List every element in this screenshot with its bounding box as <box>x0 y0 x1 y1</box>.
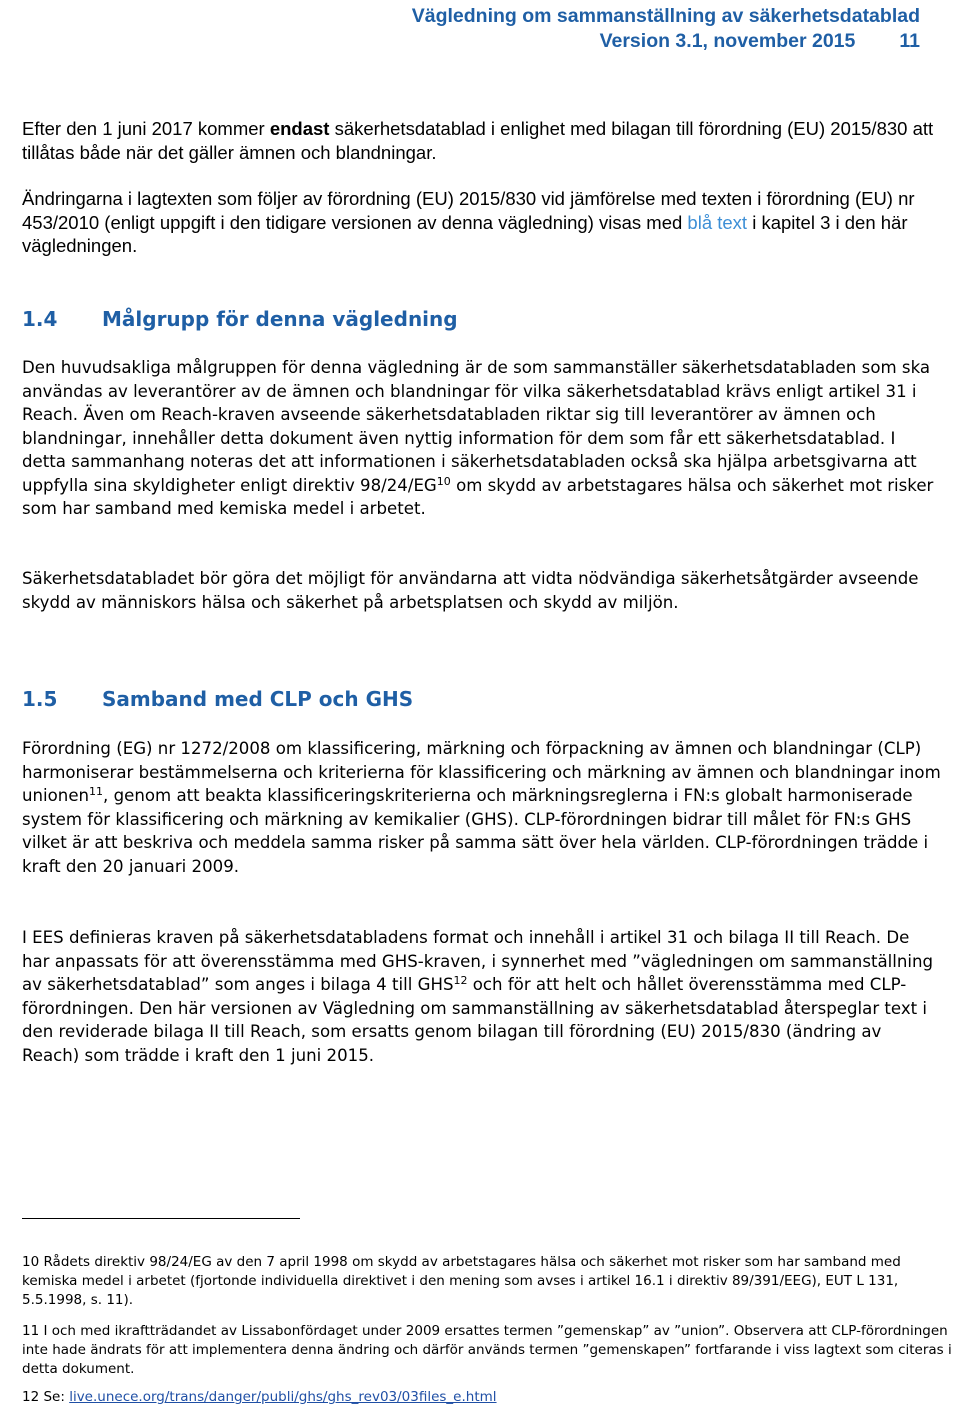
section-heading-1-4 <box>22 307 458 331</box>
paragraph-sds-purpose <box>22 567 942 614</box>
footnote-divider <box>22 1218 300 1219</box>
paragraph-changes-text-2: i kapitel 3 i den här vägledningen. <box>22 211 908 256</box>
section-number: 1.4 <box>22 307 58 331</box>
paragraph-ees <box>22 926 942 1067</box>
clp-text-1: Förordning (EG) nr 1272/2008 om klassificering, märkning och förpackning av ämnen och blandningar (CLP) harmoniserar bestämmelserna och kriterierna för klassificering och märkning av ämnen och blandningar inom unionen <box>22 739 941 805</box>
page-number: 11 <box>899 30 920 52</box>
target-group-text-1: Den huvudsakliga målgruppen för denna vägledning är de som sammanställer säkerhetsdatabladen som ska användas av leverantörer av de ämnen och blandningar för vilka säkerhetsdatablad krävs enligt artikel 31 i Reach. Även om Reach-kraven avseende säkerhetsdatabladen riktar sig till leverantörer av ämnen och blandningar, innehåller detta dokument även nyttig information för dem som får ett säkerhetsdatablad. I detta sammanhang noteras det att informationen i säkerhetsdatabladen också ska hjälpa arbetsgivarna att uppfylla sina skyldigheter enligt direktiv 98/24/EG <box>22 358 931 495</box>
page-header <box>412 4 920 54</box>
paragraph-changes <box>22 187 942 258</box>
footnote-12-link[interactable]: live.unece.org/trans/danger/publi/ghs/ghs_rev03/03files_e.html <box>69 1389 497 1405</box>
clp-text-2: , genom att beakta klassificeringskriterierna och märkningsreglerna i FN:s globalt harmoniserade system för klassificering och märkning av kemikalier (GHS). CLP-förordningen bidrar till målet för FN:s GHS vilket är att beskriva och meddela samma risker på samma sätt över hela världen. CLP-förordningen trädde i kraft den 20 januari 2009. <box>22 786 929 876</box>
paragraph-clp <box>22 737 942 878</box>
section-number: 1.5 <box>22 687 58 711</box>
header-version-line <box>412 29 920 54</box>
paragraph-target-group <box>22 356 942 521</box>
footnote-ref-10[interactable]: 10 <box>436 474 451 488</box>
blue-text-sample: blå text <box>687 211 748 233</box>
section-title: Samband med CLP och GHS <box>102 687 414 711</box>
ees-text-1: I EES definieras kraven på säkerhetsdatabladens format och innehåll i artikel 31 och bilaga II till Reach. De har anpassats för att överensstämma med GHS-kraven, i synnerhet med ”vägledningen om sammanställning av säkerhetsdatablad” som anges i bilaga 4 till GHS <box>22 928 934 994</box>
footnote-12-label: 12 Se: <box>22 1389 70 1405</box>
paragraph-intro-text-2: säkerhetsdatablad i enlighet med bilagan till förordning (EU) 2015/830 att tillåtas både när det gäller ämnen och blandningar. <box>22 118 934 163</box>
footnote-11: 11 I och med ikraftträdandet av Lissabonfördaget under 2009 ersattes termen ”gemenskap” av ”union”. Observera att CLP-förordningen inte hade ändrats för att implementera denna ändring och därför används termen ”gemenskapen” fortfarande i viss lagtext som citeras i detta dokument. <box>22 1323 952 1377</box>
footnote-ref-12[interactable]: 12 <box>453 974 468 987</box>
sds-purpose-text: Säkerhetsdatabladet bör göra det möjligt för användarna att vidta nödvändiga säkerhetsåtgärder avseende skydd av människors hälsa och säkerhet på arbetsplatsen och skydd av miljön. <box>22 569 919 612</box>
footnote-12 <box>22 1388 952 1407</box>
header-title: Vägledning om sammanställning av säkerhetsdatablad <box>411 5 920 27</box>
section-title: Målgrupp för denna vägledning <box>102 307 458 331</box>
paragraph-intro-bold: endast <box>269 118 330 139</box>
footnote-ref-11[interactable]: 11 <box>89 785 104 798</box>
header-version: Version 3.1, november 2015 <box>599 30 856 52</box>
ees-text-2: och för att helt och hållet överensstämma med CLP-förordningen. Den här versionen av Vägledning om sammanställning av säkerhetsdatablad återspeglar text i den reviderade bilaga II till Reach, som ersatts genom bilagan till förordning (EU) 2015/830 (ändring av Reach) som trädde i kraft den 1 juni 2015. <box>22 975 928 1065</box>
footnote-10: 10 Rådets direktiv 98/24/EG av den 7 april 1998 om skydd av arbetstagares hälsa och säkerhet mot risker som har samband med kemiska medel i arbetet (fjortonde individuella direktivet i den mening som avses i artikel 16.1 i direktiv 89/391/EEG), EUT L 131, 5.5.1998, s. 11). <box>22 1254 901 1308</box>
paragraph-intro-text-1: Efter den 1 juni 2017 kommer <box>22 118 270 139</box>
paragraph-intro <box>22 117 942 164</box>
target-group-text-2: om skydd av arbetstagares hälsa och säkerhet mot risker som har samband med kemiska medel i arbetet. <box>22 475 934 518</box>
section-heading-1-5 <box>22 687 413 711</box>
paragraph-changes-text-1: Ändringarna i lagtexten som följer av förordning (EU) 2015/830 vid jämförelse med texten i förordning (EU) nr 453/2010 (enligt uppgift i den tidigare versionen av denna vägledning) visas med <box>22 188 915 233</box>
